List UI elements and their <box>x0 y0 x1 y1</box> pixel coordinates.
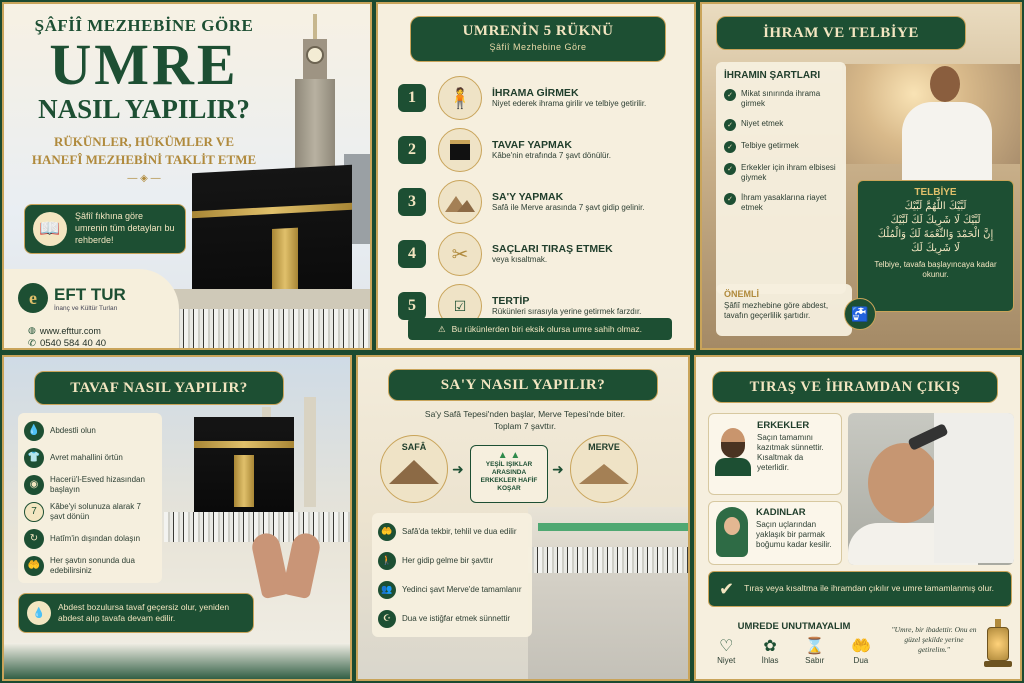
phone-number[interactable]: 0540 584 40 40 <box>39 338 107 349</box>
quote-text: "Umre, bir ibadettir. Onu en güzel şekilde yerine getirelim." <box>891 625 977 655</box>
check-icon: ✓ <box>724 119 736 131</box>
say-list-text: Her gidip gelme bir şavttır <box>402 555 494 565</box>
tavaf-step <box>24 417 156 444</box>
tavaf-title-ribbon <box>34 371 284 405</box>
remember-title: UMREDE UNUTMAYALIM <box>737 621 851 632</box>
hills-icon <box>438 180 482 224</box>
man-avatar-icon <box>715 428 751 476</box>
say-list-box <box>372 513 532 637</box>
panel-tavaf <box>2 355 352 681</box>
panel-ihram <box>700 2 1022 350</box>
remember-label: Sabır <box>805 656 825 665</box>
green-lights-box <box>470 445 548 503</box>
rukun-item-text: Safâ ile Merve arasında 7 şavt gidip gelinir. <box>492 203 645 212</box>
tavaf-step-text: Avret mahallini örtün <box>50 452 123 462</box>
onemli-title: ÖNEMLİ <box>724 289 759 299</box>
brand-tagline: İnanç ve Kültür Turları <box>54 304 118 312</box>
rukun-item-text: Rükünleri sırasıyla yerine getirmek farzdır. <box>492 307 642 316</box>
say-list-item <box>378 604 526 633</box>
intro-line1: ŞÂFİÎ MEZHEBİNE GÖRE <box>34 16 254 35</box>
tavaf-step-text: Her şavtın sonunda dua edebilirsiniz <box>50 555 135 575</box>
telbiye-arabic-1: لَبَّيْكَ اللَّهُمَّ لَبَّيْكَ <box>904 201 967 212</box>
telbiye-box <box>857 180 1014 312</box>
tavaf-step-text: Kâbe'yi solunuza alarak 7 şavt dönün <box>50 501 141 521</box>
rukun-number: 3 <box>398 188 426 216</box>
tavaf-step <box>24 498 156 525</box>
condition-text: İhram yasaklarına riayet etmek <box>741 193 827 212</box>
rukun-number: 4 <box>398 240 426 268</box>
rukun-number: 2 <box>398 136 426 164</box>
ihram-conditions-box <box>716 62 846 294</box>
say-intro-1: Sa'y Safâ Tepesi'nden başlar, Merve Tepesi'nde biter. <box>424 409 626 419</box>
rukun-item <box>398 72 688 124</box>
rukun-item <box>398 124 688 176</box>
conditions-title: İHRAMIN ŞARTLARI <box>724 70 821 81</box>
checklist-icon: ☑ <box>438 284 482 328</box>
globe-icon: ◍ <box>28 325 36 335</box>
men-box <box>708 413 842 495</box>
telbiye-note: Telbiye, tavafa başlayıncaya kadar okunur. <box>874 260 997 280</box>
tavaf-steps-box <box>18 413 162 583</box>
telbiye-arabic-4: لَا شَرِيكَ لَكَ <box>911 243 960 254</box>
rukun-item-title: SA'Y YAPMAK <box>492 191 564 203</box>
merve-circle <box>570 435 638 503</box>
tavaf-note-bar <box>18 593 254 633</box>
condition-text: Telbiye getirmek <box>741 141 799 150</box>
safa-hill-icon <box>389 456 439 484</box>
hands-icon: 🤲 <box>378 523 396 541</box>
green-lights-text: YEŞİL IŞIKLAR ARASINDA ERKEKLER HAFİF KOŞAR <box>480 461 538 493</box>
intro-umre: UMRE <box>49 32 239 97</box>
tavaf-title: TAVAF NASIL YAPILIR? <box>70 380 248 396</box>
panel-5-rukun <box>376 2 696 350</box>
tavaf-note-text: Abdest bozulursa tavaf geçersiz olur, yeniden abdest alıp tavafa devam edilir. <box>58 601 230 623</box>
mosque-interior-image <box>528 507 690 681</box>
ihram-title-ribbon <box>716 16 966 50</box>
tavaf-step <box>24 471 156 498</box>
hourglass-icon: ⌛ <box>804 638 825 655</box>
intro-sub2: HANEFÎ MEZHEBİNİ TAKLİT ETME <box>31 152 257 167</box>
women-text: Saçın uçlarından yaklaşık bir parmak boğumu kadar kesilir. <box>756 520 832 549</box>
green-light-icon: ▲ ▲ <box>497 450 521 461</box>
say-list-text: Yedinci şavt Merve'de tamamlanır <box>402 584 522 594</box>
seven-circle-icon: 7 <box>24 502 44 522</box>
say-list-item <box>378 517 526 546</box>
safa-label: SAFÂ <box>401 442 427 452</box>
check-icon: ✔ <box>719 578 735 599</box>
condition-text: Mikat sınırında ihrama girmek <box>741 89 821 108</box>
remember-section <box>704 615 884 675</box>
eft-logo-icon: e <box>18 283 48 313</box>
remember-item <box>805 636 825 666</box>
tavaf-step <box>24 444 156 471</box>
rukun-item-title: İHRAMA GİRMEK <box>492 87 579 99</box>
black-stone-icon: ◉ <box>24 475 44 495</box>
ornament-icon: — ◈ — <box>127 173 161 184</box>
flower-icon: ✿ <box>763 638 777 655</box>
clothing-icon: 👕 <box>24 448 44 468</box>
say-intro-2: Toplam 7 şavttır. <box>494 421 556 431</box>
condition-item <box>724 193 838 213</box>
ablution-icon: 🚰 <box>844 298 876 330</box>
rukun-item-text: veya kısaltmak. <box>492 255 548 264</box>
hands-icon: 🤲 <box>850 638 871 655</box>
kaaba-icon <box>438 128 482 172</box>
intro-info-text: Şâfiî fıkhına göre umrenin tüm detayları bu rehberde! <box>75 211 175 245</box>
lantern-icon <box>984 619 1012 669</box>
telbiye-title: TELBİYE <box>914 187 957 198</box>
ihram-person-icon: 🧍 <box>438 76 482 120</box>
tavaf-step <box>24 552 156 579</box>
pilgrim-image <box>892 66 1002 186</box>
women-title: KADINLAR <box>756 507 806 518</box>
rukun-item-title: SAÇLARI TIRAŞ ETMEK <box>492 243 613 255</box>
women-box <box>708 501 842 565</box>
intro-sub1: RÜKÜNLER, HÜKÜMLER VE <box>54 134 234 149</box>
remember-label: Dua <box>853 656 869 665</box>
ihram-title: İHRAM VE TELBİYE <box>763 25 919 41</box>
safa-circle <box>380 435 448 503</box>
intro-info-box <box>24 204 186 254</box>
rukun-item <box>398 176 688 228</box>
merve-hill-icon <box>579 456 629 484</box>
remember-label: İhlas <box>761 656 779 665</box>
merve-label: MERVE <box>588 442 620 452</box>
condition-item <box>724 141 838 153</box>
rukun-item-text: Niyet ederek ihrama girilir ve telbiye getirilir. <box>492 99 647 108</box>
panel-tiras <box>694 355 1022 681</box>
remember-label: Niyet <box>717 656 736 665</box>
check-icon: ✓ <box>724 193 736 205</box>
rukun-item <box>398 228 688 280</box>
panel-say <box>356 355 690 681</box>
warning-icon: ⚠ <box>437 323 446 334</box>
hatim-icon: ↻ <box>24 529 44 549</box>
condition-text: Niyet etmek <box>741 119 784 128</box>
rukun-item-text: Kâbe'nin etrafında 7 şavt dönülür. <box>492 151 611 160</box>
men-text: Saçın tamamını kazıtmak sünnettir. Kısaltmak da yeterlidir. <box>757 433 824 472</box>
ablution-icon: 💧 <box>24 421 44 441</box>
minaret-image <box>304 397 316 507</box>
rukun-subtitle: Şâfiî Mezhebine Göre <box>489 42 587 52</box>
tiras-title: TIRAŞ VE İHRAMDAN ÇIKIŞ <box>749 379 961 395</box>
tavaf-step-text: Hacerü'l-Esved hizasından başlayın <box>50 474 145 494</box>
tiras-title-ribbon <box>712 371 998 403</box>
condition-text: Erkekler için ihram elbisesi giymek <box>741 163 836 182</box>
exit-bar <box>708 571 1012 607</box>
rukun-number: 5 <box>398 292 426 320</box>
say-list-text: Safâ'da tekbir, tehlil ve dua edilir <box>402 526 517 536</box>
onemli-text: Şâfiî mezhebine göre abdest, tavafın geçerlilik şartıdır. <box>724 301 829 320</box>
clock-tower-image <box>289 14 347 189</box>
telbiye-arabic-3: إِنَّ الْحَمْدَ وَالنِّعْمَةَ لَكَ وَالْمُلْكَ <box>877 229 994 240</box>
say-title: SA'Y NASIL YAPILIR? <box>440 377 606 393</box>
kaaba-image <box>194 417 294 512</box>
water-drop-icon: 💧 <box>27 601 51 625</box>
intro-line3: NASIL YAPILIR? <box>38 94 250 124</box>
barber-image <box>848 413 1014 565</box>
group-icon: 👥 <box>378 581 396 599</box>
rukun-number: 1 <box>398 84 426 112</box>
exit-text: Tıraş veya kısaltma ile ihramdan çıkılır ve umre tamamlanmış olur. <box>744 583 994 594</box>
pilgrims-crowd <box>164 309 372 350</box>
panel-intro <box>2 2 372 350</box>
prayer-icon: ☪ <box>378 610 396 628</box>
remember-item <box>851 636 871 666</box>
woman-avatar-icon <box>714 507 750 557</box>
rukun-item-title: TERTİP <box>492 295 530 307</box>
telbiye-arabic-2: لَبَّيْكَ لَا شَرِيكَ لَكَ لَبَّيْكَ <box>890 215 981 226</box>
walk-icon: 🚶 <box>378 552 396 570</box>
scissors-icon: ✂ <box>438 232 482 276</box>
arrow-right-icon: ➜ <box>452 461 464 477</box>
say-list-item <box>378 546 526 575</box>
phone-icon: ✆ <box>28 338 36 349</box>
brand-box <box>4 269 179 350</box>
say-list-text: Dua ve istiğfar etmek sünnettir <box>402 613 511 623</box>
tavaf-step-text: Abdestli olun <box>50 425 96 435</box>
rukun-warning-text: Bu rükünlerden biri eksik olursa umre sahih olmaz. <box>451 324 643 334</box>
heart-icon: ♡ <box>719 638 734 655</box>
rukun-list <box>398 72 688 332</box>
hands-icon: 🤲 <box>24 556 44 576</box>
arrow-right-icon: ➜ <box>552 461 564 477</box>
rukun-title-ribbon <box>410 16 666 62</box>
rukun-item-title: TAVAF YAPMAK <box>492 139 572 151</box>
onemli-box <box>716 284 852 336</box>
condition-item <box>724 163 838 183</box>
say-list-item <box>378 575 526 604</box>
rukun-title: UMRENİN 5 RÜKNÜ <box>462 23 614 39</box>
website-link[interactable]: www.efttur.com <box>39 325 101 336</box>
remember-item <box>717 636 735 666</box>
men-title: ERKEKLER <box>757 420 810 431</box>
rukun-warning-bar <box>408 318 672 340</box>
book-icon: 📖 <box>33 212 67 246</box>
check-icon: ✓ <box>724 141 736 153</box>
condition-item <box>724 119 838 131</box>
tavaf-step <box>24 525 156 552</box>
brand-name: EFT TUR <box>54 284 126 304</box>
remember-item <box>762 636 779 666</box>
say-title-ribbon <box>388 369 658 401</box>
praying-hands-image <box>252 527 322 607</box>
check-icon: ✓ <box>724 89 736 101</box>
condition-item <box>724 89 838 109</box>
tavaf-step-text: Hatîm'in dışından dolaşın <box>50 533 141 543</box>
check-icon: ✓ <box>724 163 736 175</box>
